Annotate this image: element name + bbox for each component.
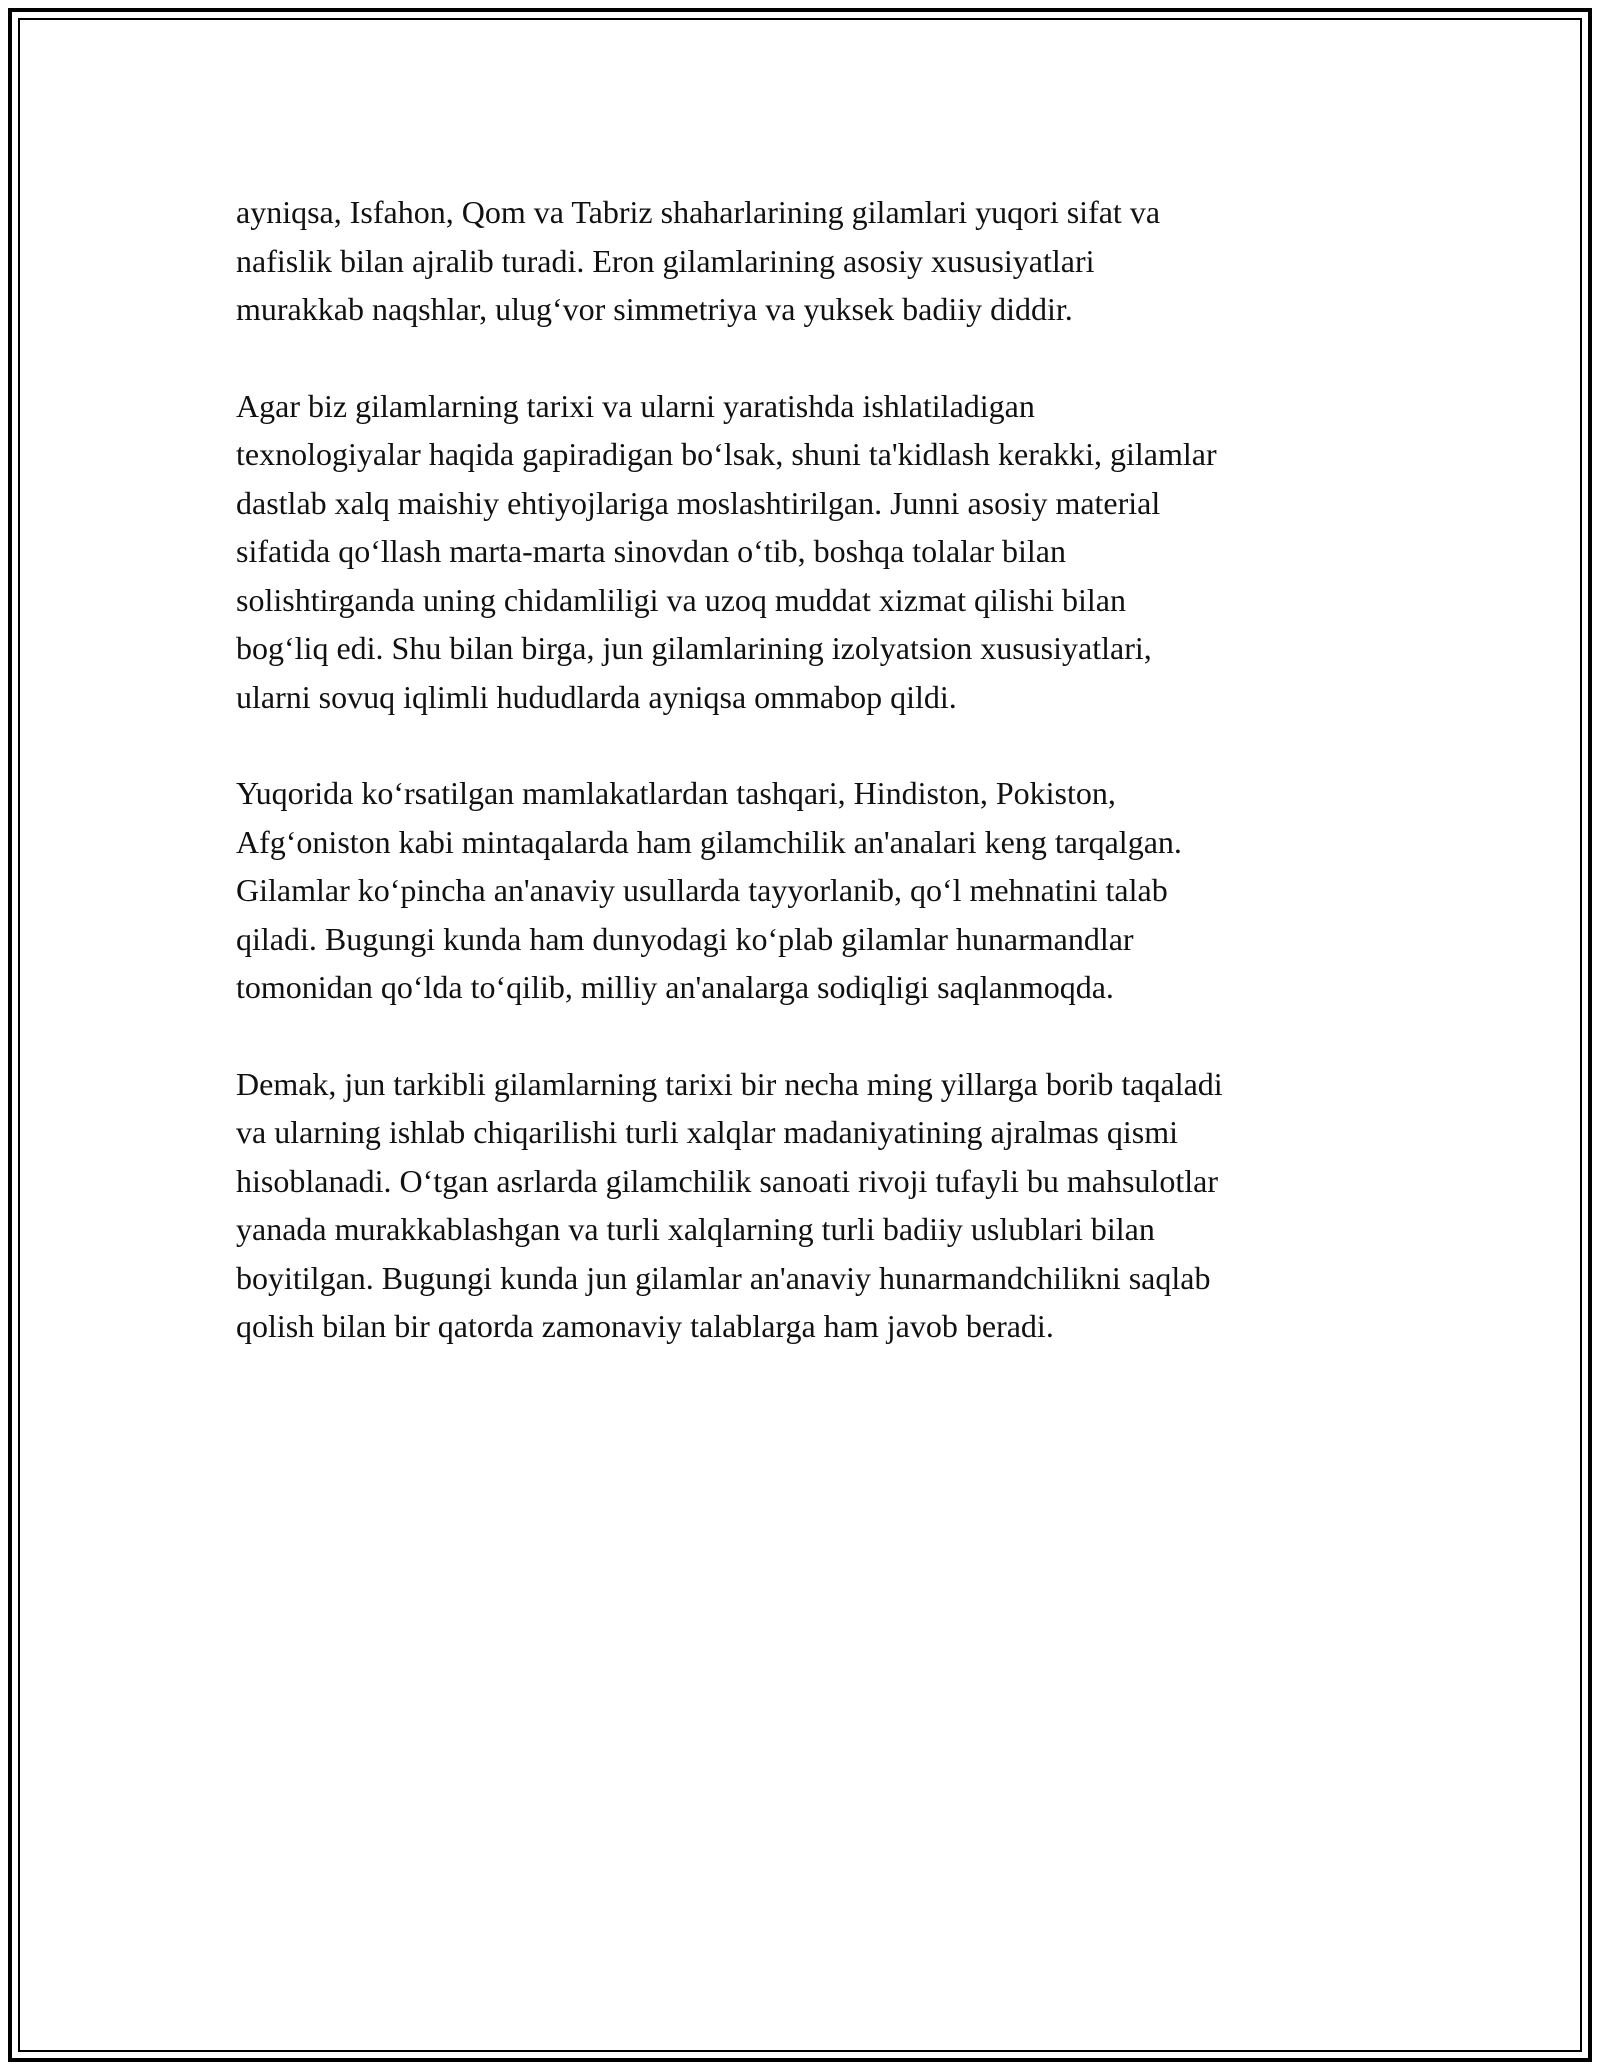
paragraph-2: Agar biz gilamlarning tarixi va ularni yaratishda ishlatiladigan texnologiyalar haqida gapiradigan bo‘lsak, shuni ta'kidlash kerakki, gilamlar dastlab xalq maishiy ehtiyojlariga moslashtirilgan. Junni asosiy material sifatida qo‘llash marta-marta sinovdan o‘tib, boshqa tolalar bilan solishtirganda uning chidamliligi va uzoq muddat xizmat qilishi bilan bog‘liq edi. Shu bilan birga, jun gilamlarining izolyatsion xususiyatlari, ularni sovuq iqlimli hududlarda ayniqsa ommabop qildi. bbox=[236, 387, 1217, 715]
paragraph-4: Demak, jun tarkibli gilamlarning tarixi bir necha ming yillarga borib taqaladi va ularning ishlab chiqarilishi turli xalqlar madaniyatining ajralmas qismi hisoblanadi. O‘tgan asrlarda gilamchilik sanoati rivoji tufayli bu mahsulotlar yanada murakkablashgan va turli xalqlarning turli badiiy uslublari bilan boyitilgan. Bugungi kunda jun gilamlar an'anaviy hunarmandchilikni saqlab qolish bilan bir qatorda zamonaviy talablarga ham javob beradi. bbox=[236, 1065, 1223, 1344]
paragraph-3: Yuqorida ko‘rsatilgan mamlakatlardan tashqari, Hindiston, Pokiston, Afg‘oniston kabi mintaqalarda ham gilamchilik an'analari keng tarqalgan. Gilamlar ko‘pincha an'anaviy usullarda tayyorlanib, qo‘l mehnatini talab qiladi. Bugungi kunda ham dunyodagi ko‘plab gilamlar hunarmandlar tomonidan qo‘lda to‘qilib, milliy an'analarga sodiqligi saqlanmoqda. bbox=[236, 775, 1182, 1005]
paragraph-1: ayniqsa, Isfahon, Qom va Tabriz shaharlarining gilamlari yuqori sifat va nafislik bilan ajralib turadi. Eron gilamlarining asosiy xususiyatlari murakkab naqshlar, ulug‘vor simmetriya va yuksek badiiy diddir. bbox=[236, 194, 1161, 327]
document-body bbox=[236, 188, 1376, 1399]
